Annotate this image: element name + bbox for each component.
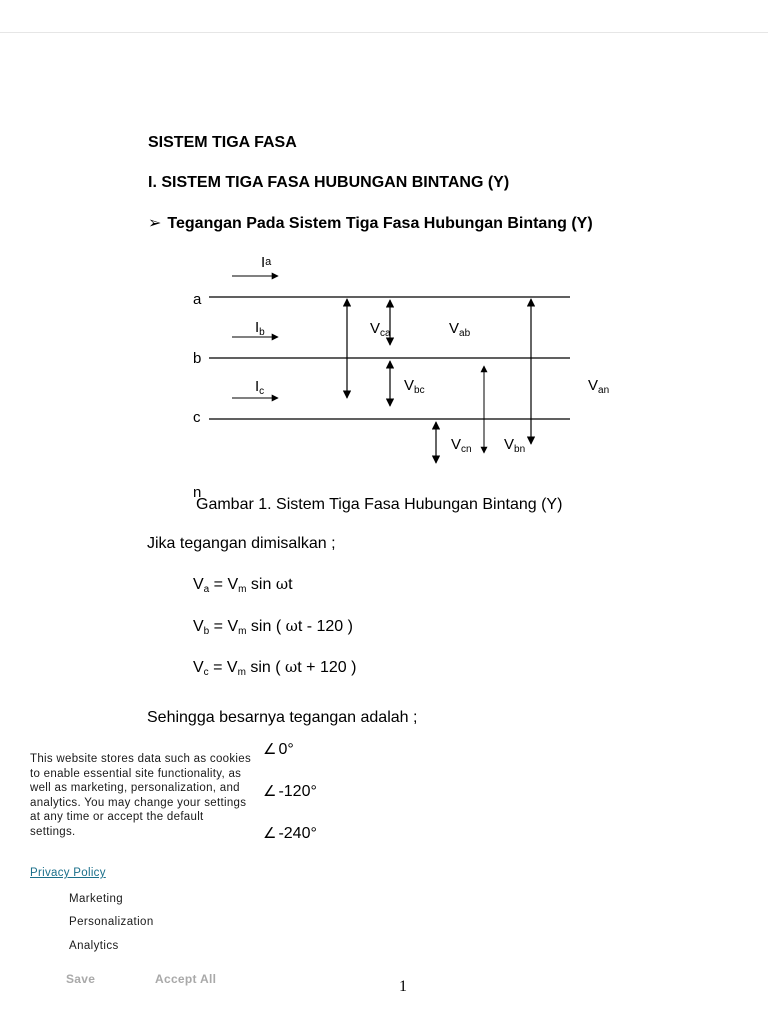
pref-analytics[interactable]: Analytics: [69, 940, 119, 952]
pref-personalization[interactable]: Personalization: [69, 916, 154, 928]
angle-value-0: ∠ 0°: [263, 740, 294, 758]
intro-text: Jika tegangan dimisalkan ;: [147, 535, 336, 552]
cookie-banner-text: This website stores data such as cookies to enable essential site functionality, as well as marketing, personalization, and analytics. You may change your settings at any time or accept the default settings.: [30, 753, 252, 838]
voltage-label-ca: $V_{ca}$: [370, 320, 391, 339]
section-heading: I. SISTEM TIGA FASA HUBUNGAN BINTANG (Y): [148, 174, 510, 191]
current-label-c: $I_c$: [255, 378, 265, 397]
line-label-n: n: [193, 484, 202, 501]
save-button[interactable]: Save: [66, 972, 96, 986]
line-label-a: a: [193, 291, 202, 308]
voltage-label-bc: $V_{bc}$: [404, 377, 425, 396]
equation-va: $V_a = V_m$ sin ωt: [193, 575, 293, 595]
page-number: 1: [399, 978, 407, 995]
voltage-label-an: $V_{an}$: [588, 377, 610, 396]
sub-heading: Tegangan Pada Sistem Tiga Fasa Hubungan Bintang (Y): [167, 215, 593, 232]
voltage-label-bn: $V_{bn}$: [504, 436, 526, 455]
angle-icon: ∠: [263, 782, 277, 800]
line-label-c: c: [193, 409, 201, 426]
angle-value-2: ∠ -240°: [263, 824, 317, 842]
privacy-policy-link[interactable]: Privacy Policy: [30, 867, 106, 879]
voltage-label-cn: $V_{cn}$: [451, 436, 472, 455]
angle-icon: ∠: [263, 740, 277, 758]
conclusion-text: Sehingga besarnya tegangan adalah ;: [147, 709, 418, 726]
voltage-label-ab: $V_{ab}$: [449, 320, 471, 339]
angle-icon: ∠: [263, 824, 277, 842]
current-label-b: $I_b$: [255, 319, 265, 338]
equation-vb: $V_b = V_m$ sin ( ωt - 120 ): [193, 617, 353, 637]
bullet-arrow-icon: ➢: [148, 213, 162, 232]
accept-all-button[interactable]: Accept All: [155, 972, 217, 986]
angle-value-1: ∠ -120°: [263, 782, 317, 800]
equation-vc: $V_c = V_m$ sin ( ωt + 120 ): [193, 658, 357, 678]
doc-title: SISTEM TIGA FASA: [148, 134, 297, 151]
figure-caption: Gambar 1. Sistem Tiga Fasa Hubungan Bintang (Y): [196, 496, 563, 513]
line-label-b: b: [193, 350, 202, 367]
pref-marketing[interactable]: Marketing: [69, 893, 124, 905]
current-label-a: Ia: [261, 254, 272, 271]
